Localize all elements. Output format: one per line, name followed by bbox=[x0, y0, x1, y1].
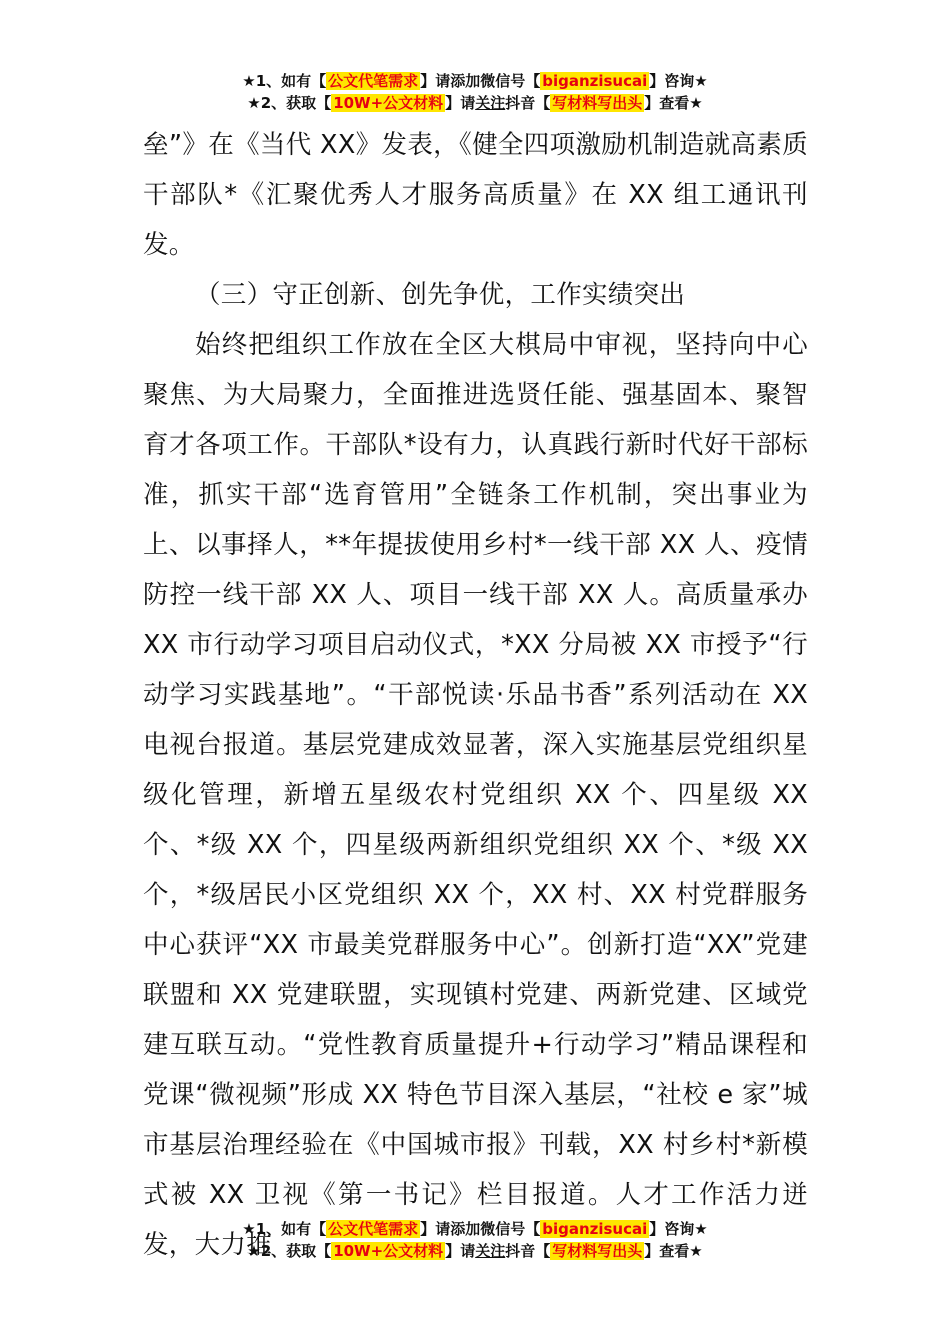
banner-text: 】查看★ bbox=[644, 1242, 703, 1260]
banner-text: 】咨询★ bbox=[649, 1220, 708, 1238]
header-banner bbox=[0, 70, 950, 114]
banner-highlight-douyin: 写材料写出头 bbox=[552, 94, 643, 112]
section-heading: （三）守正创新、创先争优，工作实绩突出 bbox=[195, 280, 686, 310]
banner-text: ★1、如有【 bbox=[242, 72, 327, 90]
footer-banner bbox=[0, 1218, 950, 1262]
document-body bbox=[143, 120, 808, 1270]
banner-highlight: 公文代笔需求 bbox=[328, 1220, 419, 1238]
banner-text: 】请添加微信号【 bbox=[420, 72, 541, 90]
banner-underlined-text: 关注 bbox=[475, 94, 506, 112]
paragraph-main: 始终把组织工作放在全区大棋局中审视，坚持向中心聚焦、为大局聚力，全面推进选贤任能、强基固本、聚智育才各项工作。干部队*设有力，认真践行新时代好干部标准，抓实干部“选育管用”全链条工作机制，突出事业为上、以事择人，**年提拔使用乡村*一线干部 XX 人、疫情防控一线干部 XX 人、项目一线干部 XX 人。高质量承办 XX 市行动学习项目启动仪式，*XX 分局被 XX 市授予“行动学习实践基地”。“干部悦读·乐品书香”系列活动在 XX 电视台报道。基层党建成效显著，深入实施基层党组织星级化管理，新增五星级农村党组织 XX 个、四星级 XX 个、*级 XX 个，四星级两新组织党组织 XX 个、*级 XX 个，*级居民小区党组织 XX 个，XX 村、XX 村党群服务中心获评“XX 市最美党群服务中心”。创新打造“XX”党建联盟和 XX 党建联盟，实现镇村党建、两新党建、区域党建互联互动。“党性教育质量提升+行动学习”精品课程和党课“微视频”形成 XX 特色节目深入基层，“社校 e 家”城市基层治理经验在《中国城市报》刊载，XX 村乡村*新模式被 XX 卫视《第一书记》栏目报道。人才工作活力迸发，大力推 bbox=[143, 330, 808, 1260]
banner-text: 】查看★ bbox=[644, 94, 703, 112]
banner-line-1 bbox=[0, 1218, 950, 1240]
banner-highlight-wechat-id: biganzisucai bbox=[542, 1220, 648, 1238]
banner-line-2 bbox=[0, 1240, 950, 1262]
banner-text: 】请 bbox=[445, 94, 476, 112]
banner-text: 】请 bbox=[445, 1242, 476, 1260]
banner-highlight: 10W+公文材料 bbox=[333, 1242, 444, 1260]
banner-text: 抖音【 bbox=[505, 94, 551, 112]
banner-text: 】请添加微信号【 bbox=[420, 1220, 541, 1238]
banner-text: ★1、如有【 bbox=[242, 1220, 327, 1238]
banner-text: 】咨询★ bbox=[649, 72, 708, 90]
banner-line-2 bbox=[0, 92, 950, 114]
banner-highlight: 公文代笔需求 bbox=[328, 72, 419, 90]
banner-highlight-douyin: 写材料写出头 bbox=[552, 1242, 643, 1260]
banner-highlight: 10W+公文材料 bbox=[333, 94, 444, 112]
banner-highlight-wechat-id: biganzisucai bbox=[542, 72, 648, 90]
banner-underlined-text: 关注 bbox=[475, 1242, 506, 1260]
banner-text: 抖音【 bbox=[505, 1242, 551, 1260]
banner-text: ★2、获取【 bbox=[247, 1242, 332, 1260]
banner-text: ★2、获取【 bbox=[247, 94, 332, 112]
banner-line-1 bbox=[0, 70, 950, 92]
paragraph-continued: 垒”》在《当代 XX》发表，《健全四项激励机制造就高素质干部队*《汇聚优秀人才服务高质量》在 XX 组工通讯刊发。 bbox=[143, 130, 808, 260]
